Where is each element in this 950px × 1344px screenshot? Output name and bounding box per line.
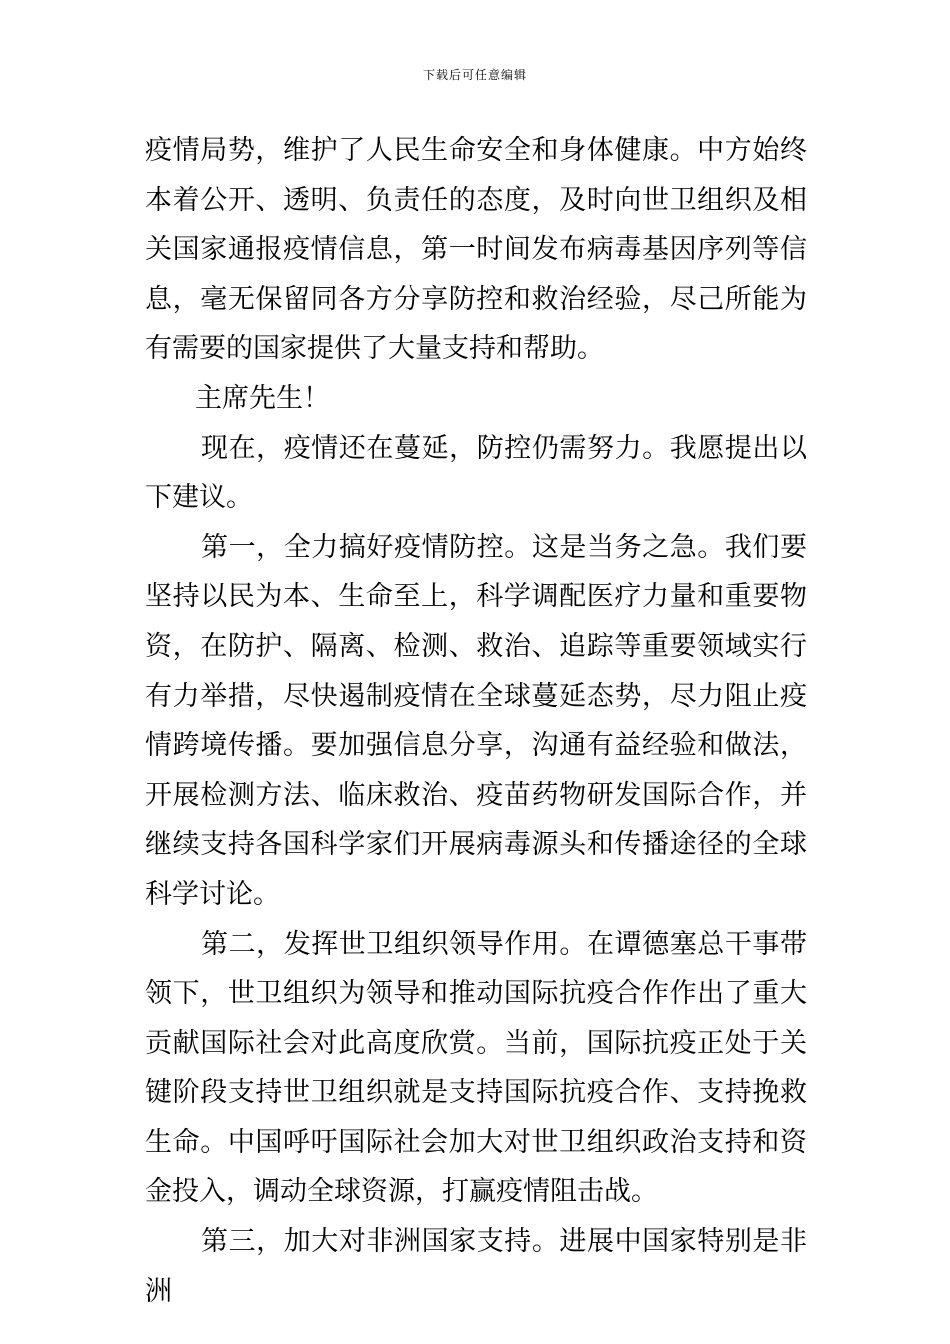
paragraph-point-two: 第二，发挥世卫组织领导作用。在谭德塞总干事带领下，世卫组织为领导和推动国际抗疫合作作出了重大贡献国际社会对此高度欣赏。当前，国际抗疫正处于关键阶段支持世卫组织就是支持国际抗疫合作、支持挽救生命。中国呼吁国际社会加大对世卫组织政治支持和资金投入，调动全球资源，打赢疫情阻击战。 — [145, 928, 807, 1208]
paragraph-continuation: 疫情局势，维护了人民生命安全和身体健康。中方始终本着公开、透明、负责任的态度，及时向世卫组织及相关国家通报疫情信息，第一时间发布病毒基因序列等信息，毫无保留同各方分享防控和救治经验，尽己所能为有需要的国家提供了大量支持和帮助。 — [145, 135, 807, 365]
paragraph-salutation: 主席先生！ — [195, 382, 330, 414]
document-body — [145, 126, 807, 1316]
paragraph-point-one: 第一，全力搞好疫情防控。这是当务之急。我们要坚持以民为本、生命至上，科学调配医疗力量和重要物资，在防护、隔离、检测、救治、追踪等重要领域实行有力举措，尽快遏制疫情在全球蔓延态势，尽力阻止疫情跨境传播。要加强信息分享，沟通有益经验和做法，开展检测方法、临床救治、疫苗药物研发国际合作，并继续支持各国科学家们开展病毒源头和传播途径的全球科学讨论。 — [145, 531, 807, 910]
page-header: 下载后可任意编辑 — [422, 68, 527, 82]
paragraph-point-three: 第三，加大对非洲国家支持。进展中国家特别是非洲 — [145, 1226, 807, 1307]
paragraph-proposal-intro: 现在，疫情还在蔓延，防控仍需努力。我愿提出以下建议。 — [145, 432, 807, 514]
